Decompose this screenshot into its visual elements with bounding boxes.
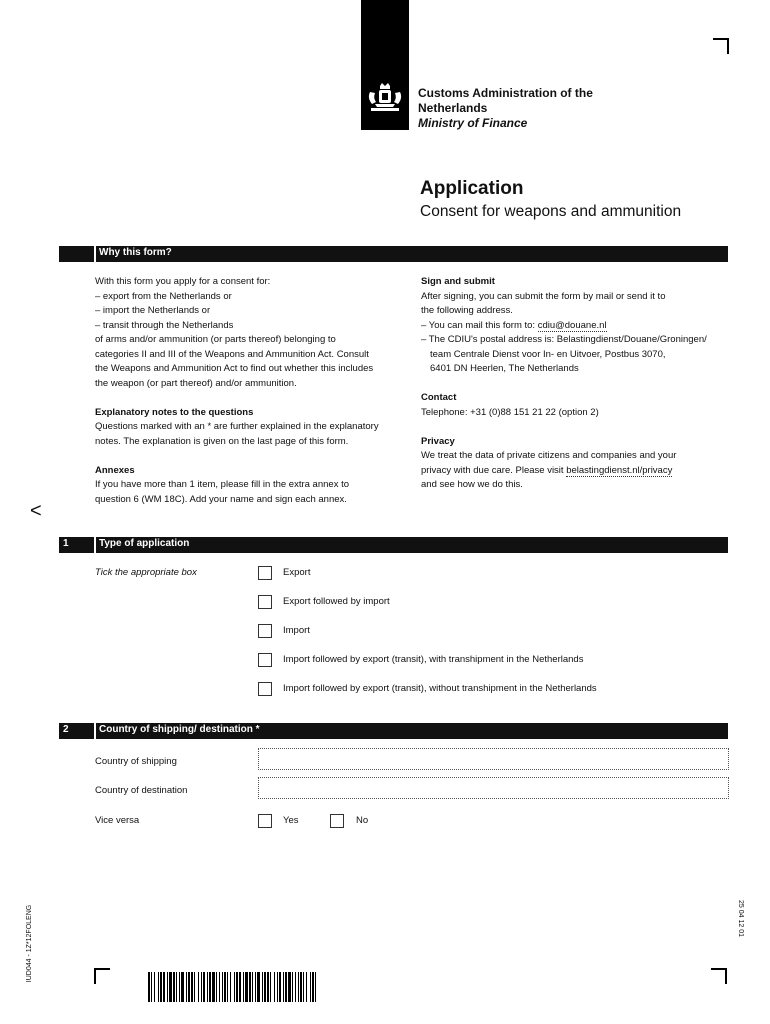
organization-name [418, 86, 593, 131]
barcode-bar [295, 972, 296, 1002]
privacy-prefix: privacy with due care. Please visit [421, 464, 567, 476]
form-title: Application [420, 178, 524, 199]
barcode-bar [173, 972, 175, 1002]
form-subtitle: Consent for weapons and ammunition [420, 203, 682, 220]
intro-line: the weapon (or part thereof) and/or ammunition. [95, 377, 297, 389]
notes-line: notes. The explanation is given on the last page of this form. [95, 435, 349, 447]
barcode-bar [239, 972, 241, 1002]
option-label: Export [283, 567, 311, 578]
barcode-bar [306, 972, 307, 1002]
barcode-bar [285, 972, 287, 1002]
barcode-bar [151, 972, 152, 1002]
barcode-bar [209, 972, 211, 1002]
bar-separator [94, 723, 96, 739]
ministry-name: Ministry of Finance [418, 116, 528, 130]
intro-text [95, 275, 410, 391]
barcode-bar [203, 972, 205, 1002]
checkbox-transit-without-transhipment[interactable] [258, 682, 272, 696]
barcode-bar [298, 972, 299, 1002]
section-number: 2 [63, 724, 69, 735]
barcode-bar [270, 972, 271, 1002]
barcode-bar [186, 972, 187, 1002]
org-line-1: Customs Administration of the [418, 86, 593, 100]
form-code-left: IUD044 - 1Z*12FOLENG [26, 904, 34, 983]
barcode-bar [176, 972, 177, 1002]
postal-line: – The CDIU's postal address is: Belastingdienst/Douane/Groningen/ [421, 334, 707, 345]
barcode-icon [148, 972, 316, 1002]
tick-hint: Tick the appropriate box [95, 567, 197, 578]
annexes-heading: Annexes [95, 464, 135, 476]
barcode-bar [300, 972, 302, 1002]
barcode-bar [191, 972, 193, 1002]
privacy-link[interactable]: belastingdienst.nl/privacy [566, 464, 673, 476]
no-label: No [356, 815, 369, 826]
section-bar-1 [59, 537, 728, 553]
left-arrow-mark: < [30, 500, 42, 522]
mail-line [421, 319, 731, 334]
barcode-bar [245, 972, 248, 1002]
privacy-heading: Privacy [421, 435, 455, 447]
sign-heading: Sign and submit [421, 276, 495, 287]
mail-prefix: – You can mail this form to: [421, 319, 538, 331]
barcode-bar [277, 972, 278, 1002]
section-bar-label: Why this form? [99, 247, 172, 258]
barcode-bar [158, 972, 159, 1002]
option-label: Import [283, 625, 310, 636]
barcode-bar [167, 972, 168, 1002]
barcode-bar [315, 972, 316, 1002]
barcode-bar [227, 972, 228, 1002]
barcode-bar [207, 972, 208, 1002]
checkbox-transit-with-transhipment[interactable] [258, 653, 272, 667]
destination-label: Country of destination [95, 785, 188, 796]
intro-left-column [95, 275, 410, 507]
corner-mark-bottom-right [711, 968, 727, 984]
barcode-bar [257, 972, 260, 1002]
barcode-bar [169, 972, 172, 1002]
barcode-bar [160, 972, 162, 1002]
email-link[interactable]: cdiu@douane.nl [537, 319, 607, 331]
coat-of-arms-icon [366, 82, 404, 118]
corner-mark-top-right [713, 38, 729, 54]
intro-line: – export from the Netherlands or [95, 290, 232, 302]
privacy-line: and see how we do this. [421, 479, 523, 490]
contact-line: Telephone: +31 (0)88 151 21 22 (option 2) [421, 406, 599, 418]
country-of-shipping-field[interactable] [258, 748, 729, 770]
barcode-bar [181, 972, 184, 1002]
barcode-bar [154, 972, 155, 1002]
barcode-bar [236, 972, 238, 1002]
barcode-bar [283, 972, 284, 1002]
barcode-bar [274, 972, 275, 1002]
checkbox-import[interactable] [258, 624, 272, 638]
privacy-line: We treat the data of private citizens and companies and your [421, 450, 677, 461]
shipping-label: Country of shipping [95, 756, 177, 767]
barcode-bar [224, 972, 226, 1002]
intro-right-column [421, 275, 731, 493]
barcode-bar [212, 972, 215, 1002]
barcode-bar [267, 972, 269, 1002]
section-number: 1 [63, 538, 69, 549]
barcode-bar [179, 972, 180, 1002]
country-of-destination-field[interactable] [258, 777, 729, 799]
barcode-bar [216, 972, 217, 1002]
barcode-bar [292, 972, 293, 1002]
logo-block [361, 0, 409, 130]
intro-line: – transit through the Netherlands [95, 319, 234, 331]
barcode-bar [230, 972, 231, 1002]
sign-line: the following address. [421, 305, 513, 316]
intro-line: categories II and III of the Weapons and Ammunition Act. Consult [95, 348, 369, 360]
barcode-bar [279, 972, 281, 1002]
section-bar-intro [59, 246, 728, 262]
intro-line: – import the Netherlands or [95, 305, 211, 316]
barcode-bar [264, 972, 266, 1002]
barcode-bar [201, 972, 202, 1002]
barcode-bar [262, 972, 263, 1002]
intro-line: of arms and/or ammunition (or parts thereof) belonging to [95, 334, 336, 345]
corner-mark-bottom-left [94, 968, 110, 984]
option-label: Export followed by import [283, 596, 390, 607]
notes-line: Questions marked with an * are further explained in the explanatory [95, 421, 379, 432]
barcode-bar [243, 972, 244, 1002]
barcode-bar [255, 972, 256, 1002]
option-label: Import followed by export (transit), without transhipment in the Netherlands [283, 683, 597, 694]
section-bar-2 [59, 723, 728, 739]
org-line-2: Netherlands [418, 101, 488, 115]
privacy-line [421, 464, 731, 479]
barcode-bar [249, 972, 251, 1002]
postal-line: team Centrale Dienst voor In- en Uitvoer, Postbus 3070, [430, 348, 666, 360]
notes-heading: Explanatory notes to the questions [95, 406, 254, 418]
option-label: Import followed by export (transit), with transhipment in the Netherlands [283, 654, 584, 665]
bar-separator [94, 246, 96, 262]
barcode-bar [219, 972, 220, 1002]
section-bar-label: Type of application [99, 538, 190, 549]
annexes-line: question 6 (WM 18C). Add your name and sign each annex. [95, 493, 347, 505]
checkbox-export[interactable] [258, 566, 272, 580]
intro-line: the Weapons and Ammunition Act to find out whether this includes [95, 363, 374, 374]
postal-line: 6401 DN Heerlen, The Netherlands [430, 363, 579, 374]
barcode-bar [188, 972, 190, 1002]
yes-label: Yes [283, 815, 299, 826]
barcode-bar [222, 972, 223, 1002]
intro-line: With this form you apply for a consent for: [95, 276, 271, 287]
barcode-bar [288, 972, 291, 1002]
form-code-right: 25 04 12 01 [736, 900, 744, 937]
barcode-bar [312, 972, 314, 1002]
barcode-bar [163, 972, 165, 1002]
checkbox-yes[interactable] [258, 814, 272, 828]
barcode-bar [194, 972, 195, 1002]
bar-separator [94, 537, 96, 553]
barcode-bar [303, 972, 304, 1002]
checkbox-export-followed-by-import[interactable] [258, 595, 272, 609]
checkbox-no[interactable] [330, 814, 344, 828]
barcode-bar [148, 972, 150, 1002]
section-bar-label: Country of shipping/ destination * [99, 724, 260, 735]
vice-versa-label: Vice versa [95, 815, 140, 826]
contact-heading: Contact [421, 392, 457, 403]
sign-line: After signing, you can submit the form by mail or send it to [421, 290, 666, 302]
barcode-bar [234, 972, 235, 1002]
barcode-bar [310, 972, 311, 1002]
barcode-bar [252, 972, 253, 1002]
barcode-bar [198, 972, 199, 1002]
annexes-line: If you have more than 1 item, please fill in the extra annex to [95, 479, 350, 490]
